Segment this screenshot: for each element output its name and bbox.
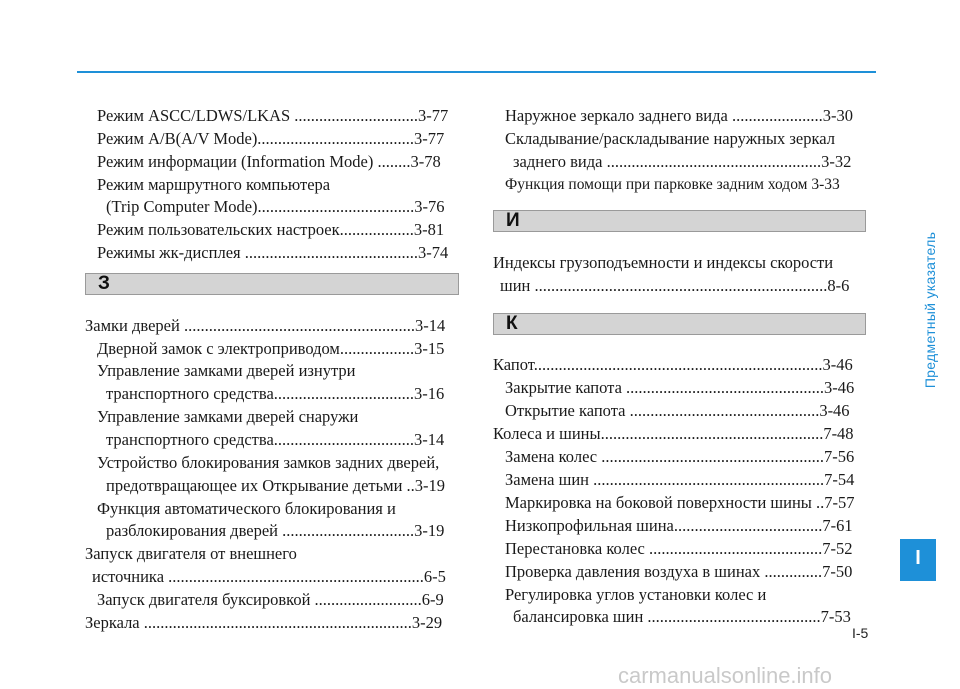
index-entry: Колеса и шины......................................................7-48 xyxy=(493,424,854,443)
index-entry: разблокирования дверей ................................3-19 xyxy=(106,521,445,540)
side-section-title-text: Предметный указатель xyxy=(922,231,938,389)
index-entry: Индексы грузоподъемности и индексы скорости xyxy=(493,253,834,272)
top-rule xyxy=(77,71,876,73)
index-entry: транспортного средства..................................3-14 xyxy=(106,430,445,449)
section-letter: К xyxy=(506,313,518,334)
section-letter: З xyxy=(98,273,110,294)
section-header-k xyxy=(493,313,866,335)
index-entry: балансировка шин ..........................................7-53 xyxy=(513,607,851,626)
index-entry: Функция помощи при парковке задним ходом 3-33 xyxy=(505,176,840,193)
index-entry: Закрытие капота ................................................3-46 xyxy=(505,378,855,397)
index-entry: шин .......................................................................8-6 xyxy=(500,276,850,295)
index-entry: заднего вида ....................................................3-32 xyxy=(513,152,852,171)
index-entry: Режим маршрутного компьютера xyxy=(97,175,331,194)
index-entry: Устройство блокирования замков задних дверей, xyxy=(97,453,440,472)
index-entry: Дверной замок с электроприводом..................3-15 xyxy=(97,339,445,358)
index-entry: Маркировка на боковой поверхности шины ..7-57 xyxy=(505,493,855,512)
page-number: I-5 xyxy=(852,625,869,641)
index-entry: источника ..............................................................6-5 xyxy=(92,567,446,586)
index-entry: (Trip Computer Mode)......................................3-76 xyxy=(106,197,445,216)
index-entry: Режим A/B(A/V Mode)......................................3-77 xyxy=(97,129,445,148)
index-entry: Управление замками дверей изнутри xyxy=(97,361,356,380)
index-entry: Низкопрофильная шина....................................7-61 xyxy=(505,516,853,535)
index-entry: Управление замками дверей снаружи xyxy=(97,407,359,426)
index-entry: Запуск двигателя буксировкой ..........................6-9 xyxy=(97,590,444,609)
index-entry: транспортного средства..................................3-16 xyxy=(106,384,445,403)
index-entry: Функция автоматического блокирования и xyxy=(97,499,396,518)
index-entry: Режим информации (Information Mode) ........3-78 xyxy=(97,152,441,171)
section-tab-label: I xyxy=(915,547,921,569)
index-entry: Замена шин ........................................................7-54 xyxy=(505,470,855,489)
index-entry: Режимы жк-дисплея ..........................................3-74 xyxy=(97,243,449,262)
section-header-i xyxy=(493,210,866,232)
side-section-title xyxy=(912,90,948,530)
index-entry: Перестановка колес ..........................................7-52 xyxy=(505,539,853,558)
section-header-z xyxy=(85,273,459,295)
index-entry: Режим пользовательских настроек..................3-81 xyxy=(97,220,445,239)
watermark: carmanualsonline.info xyxy=(618,663,833,688)
index-entry: Проверка давления воздуха в шинах ..............7-50 xyxy=(505,562,853,581)
index-entry: Режим ASCC/LDWS/LKAS ..............................3-77 xyxy=(97,106,449,125)
index-entry: Регулировка углов установки колес и xyxy=(505,585,767,604)
index-entry: Запуск двигателя от внешнего xyxy=(85,544,297,563)
index-entry: Капот......................................................................3-46 xyxy=(493,355,853,374)
index-entry: Замена колес ......................................................7-56 xyxy=(505,447,855,466)
index-entry: Наружное зеркало заднего вида ......................3-30 xyxy=(505,106,853,125)
section-tab xyxy=(900,539,936,581)
index-entry: Замки дверей ........................................................3-14 xyxy=(85,316,446,335)
section-letter: И xyxy=(506,210,520,231)
index-entry: Открытие капота ..............................................3-46 xyxy=(505,401,850,420)
index-entry: предотвращающее их Открывание детьми ..3-19 xyxy=(106,476,446,495)
index-entry: Складывание/раскладывание наружных зеркал xyxy=(505,129,835,148)
index-entry: Зеркала .................................................................3-29 xyxy=(85,613,443,632)
